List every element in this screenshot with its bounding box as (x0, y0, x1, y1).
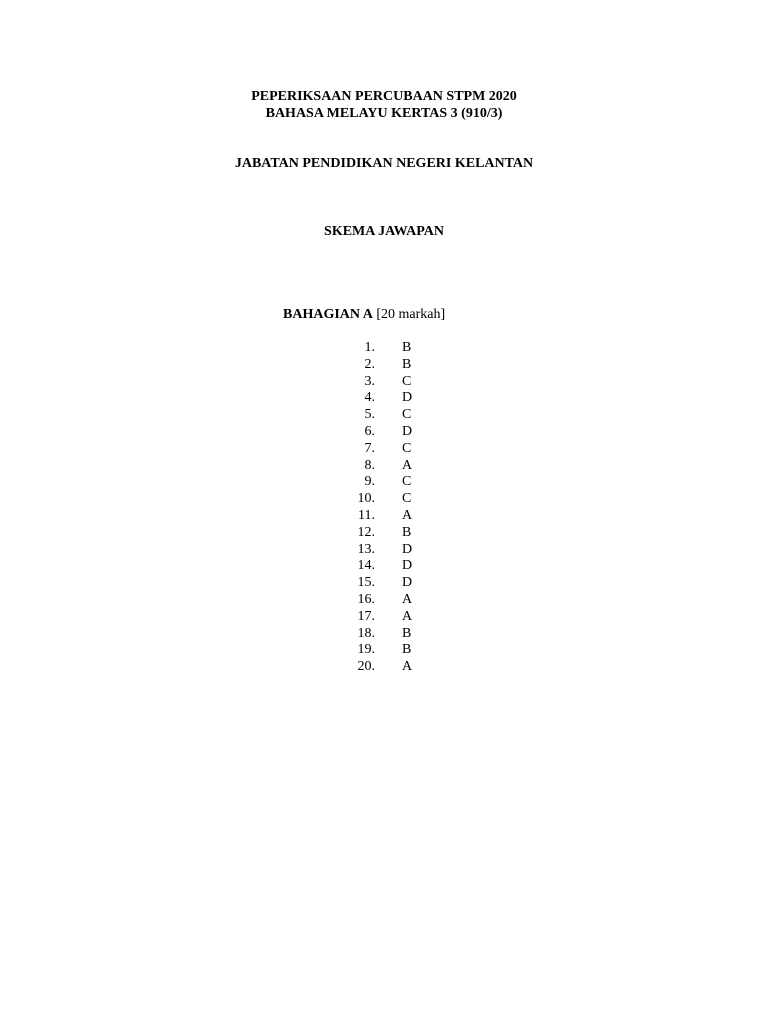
answer-row (340, 575, 430, 592)
answer-row (340, 374, 430, 391)
answer-row (340, 642, 430, 659)
answer-row (340, 340, 430, 357)
question-number: 15. (357, 575, 375, 591)
answer-row (340, 424, 430, 441)
section-heading (283, 306, 445, 323)
question-number: 2. (364, 356, 375, 372)
answer-letter: A (402, 659, 413, 675)
answer-row (340, 458, 430, 475)
answer-row (340, 407, 430, 424)
answer-row (340, 357, 430, 374)
answer-row (340, 491, 430, 508)
answer-list (340, 340, 430, 676)
answer-row (340, 542, 430, 559)
question-number: 19. (357, 642, 375, 658)
answer-row (340, 441, 430, 458)
answer-letter: B (402, 340, 412, 355)
answer-letter: B (402, 642, 412, 658)
answer-letter: C (402, 373, 412, 389)
question-number: 13. (357, 541, 375, 557)
answer-row (340, 525, 430, 542)
answer-letter: A (402, 457, 413, 473)
answer-row (340, 474, 430, 491)
answer-row (340, 659, 430, 676)
question-number: 10. (357, 491, 375, 507)
question-number: 5. (364, 407, 375, 423)
question-number: 18. (357, 625, 375, 641)
answer-row (340, 592, 430, 609)
question-number: 16. (357, 591, 375, 607)
question-number: 4. (364, 390, 375, 406)
answer-letter: D (402, 541, 413, 557)
exam-title: PEPERIKSAAN PERCUBAAN STPM 2020 (251, 89, 517, 104)
answer-letter: B (402, 625, 412, 641)
department-name: JABATAN PENDIDIKAN NEGERI KELANTAN (234, 156, 534, 171)
paper-title: BAHASA MELAYU KERTAS 3 (910/3) (265, 106, 503, 121)
question-number: 11. (358, 507, 375, 523)
question-number: 17. (357, 608, 375, 624)
answer-letter: A (402, 608, 413, 624)
answer-row (340, 609, 430, 626)
answer-letter: D (402, 423, 413, 439)
question-number: 8. (364, 457, 375, 473)
answer-row (340, 558, 430, 575)
question-number: 14. (357, 558, 375, 574)
question-number: 6. (364, 423, 375, 439)
answer-letter: B (402, 356, 412, 372)
question-number: 12. (357, 524, 375, 540)
section-title: BAHAGIAN A (283, 307, 373, 322)
answer-letter: A (402, 507, 413, 523)
answer-letter: D (402, 575, 413, 591)
answer-letter: C (402, 440, 412, 456)
question-number: 3. (364, 373, 375, 389)
question-number: 1. (364, 340, 375, 355)
answer-letter: D (402, 390, 413, 406)
question-number: 7. (364, 440, 375, 456)
document-type: SKEMA JAWAPAN (324, 224, 444, 239)
answer-letter: D (402, 558, 413, 574)
answer-letter: B (402, 524, 412, 540)
answer-row (340, 626, 430, 643)
answer-letter: C (402, 474, 412, 490)
question-number: 9. (364, 474, 375, 490)
answer-letter: C (402, 491, 412, 507)
answer-letter: A (402, 591, 413, 607)
answer-row (340, 390, 430, 407)
question-number: 20. (357, 659, 375, 675)
answer-letter: C (402, 407, 412, 423)
section-marks: [20 markah] (376, 307, 446, 322)
answer-row (340, 508, 430, 525)
